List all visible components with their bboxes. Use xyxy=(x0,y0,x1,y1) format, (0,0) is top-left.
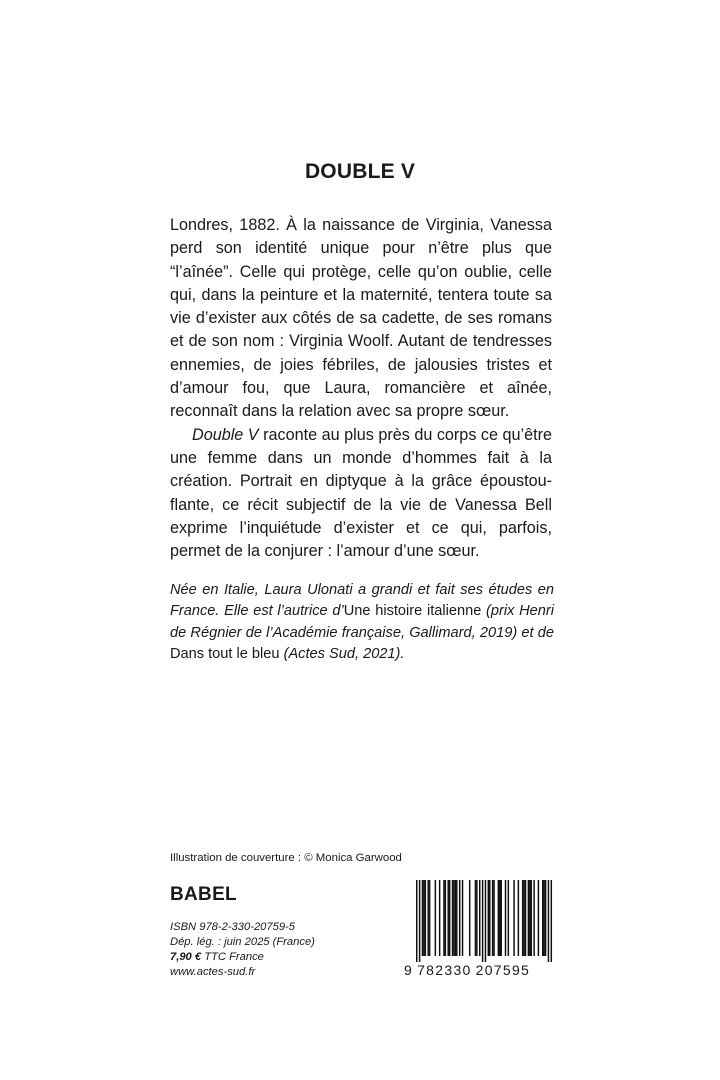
barcode-right-group: 207595 xyxy=(475,962,531,978)
barcode-bar xyxy=(493,880,494,956)
barcode-bar xyxy=(455,880,456,956)
barcode-left-group: 782330 xyxy=(417,962,472,978)
barcode-bar xyxy=(525,880,526,956)
blurb-book-title: Double V xyxy=(192,425,259,444)
price xyxy=(170,950,315,965)
barcode-bar xyxy=(443,880,444,956)
barcode-bar xyxy=(445,880,446,956)
barcode-bar xyxy=(416,880,417,962)
barcode-bar xyxy=(449,880,450,956)
barcode-bar xyxy=(529,880,530,956)
bio-book-1: Une histoire italienne xyxy=(343,603,482,620)
isbn: ISBN 978-2-330-20759-5 xyxy=(170,921,296,933)
barcode-bar xyxy=(548,880,549,962)
price-suffix: TTC France xyxy=(201,951,264,963)
barcode-bar xyxy=(479,880,480,956)
barcode-bar xyxy=(447,880,448,956)
barcode-bar xyxy=(459,880,460,956)
barcode-bar xyxy=(522,880,523,956)
barcode-bar xyxy=(427,880,428,956)
publication-info xyxy=(170,920,315,980)
barcode-bar xyxy=(482,880,483,962)
blurb xyxy=(170,214,552,563)
barcode-bar xyxy=(492,880,493,956)
barcode-bar xyxy=(505,880,506,956)
barcode-bar xyxy=(452,880,453,956)
barcode-bar xyxy=(435,880,436,956)
barcode-bar xyxy=(528,880,529,956)
barcode-bar xyxy=(485,880,486,962)
barcode-number xyxy=(404,962,554,978)
barcode-bar xyxy=(499,880,500,956)
barcode-bar xyxy=(533,880,534,956)
bio-text-1: Née en Italie, Laura Ulonati a grandi et fait ses études en France. Elle est l’autrice d’ xyxy=(170,582,554,620)
bio-text-3: (Actes Sud, 2021). xyxy=(279,646,405,663)
barcode-bar xyxy=(456,880,457,956)
barcode-bar xyxy=(531,880,532,956)
barcode-bar xyxy=(425,880,426,956)
barcode-bar xyxy=(551,880,552,962)
website: www.actes-sud.fr xyxy=(170,966,256,978)
barcode-bar xyxy=(488,880,489,956)
publisher-logo: BABEL xyxy=(170,884,237,905)
barcode-bar xyxy=(462,880,463,956)
barcode-bar xyxy=(500,880,501,956)
barcode-bar xyxy=(469,880,470,956)
barcode-bar xyxy=(545,880,546,956)
barcode-bar xyxy=(523,880,524,956)
barcode-bar xyxy=(423,880,424,956)
barcode-bar xyxy=(429,880,430,956)
barcode-bar xyxy=(489,880,490,956)
barcode-bar xyxy=(543,880,544,956)
barcode-first-digit: 9 xyxy=(404,962,414,978)
legal-deposit: Dép. lég. : juin 2025 (France) xyxy=(170,936,315,948)
barcode-bars xyxy=(404,880,554,962)
barcode-bar xyxy=(453,880,454,956)
bio-book-2: Dans tout le bleu xyxy=(170,646,280,663)
cover-credit: Illustration de couverture : © Monica Garwood xyxy=(170,852,402,864)
bio-text-2: (prix Henri de Régnier de l’Académie française, Gallimard, 2019) et de xyxy=(170,603,554,641)
price-value: 7,90 € xyxy=(170,951,202,963)
barcode-bar xyxy=(542,880,543,956)
book-title: DOUBLE V xyxy=(304,160,416,183)
blurb-paragraph-2-text: raconte au plus près du corps ce qu’être une femme dans un monde d’hommes fait à la création. Portrait en diptyque à la grâce époustouflante, ce récit subjectif de la vie de Vanessa Bell exprime l’inquiétude d’exister et ce qui, parfois, permet de la conjurer : l’amour d’une sœur. xyxy=(170,425,553,561)
barcode-bar xyxy=(518,880,519,956)
blurb-paragraph-2 xyxy=(170,424,552,564)
blurb-paragraph-1: Londres, 1882. À la naissance de Virginia, Vanessa perd son identité unique pour n’être plus que “l’aînée”. Celle qui protège, celle qu’on oublie, celle qui, dans la peinture et la maternité, tentera toute sa vie d’exister aux côtés de sa cadette, de ses romans et de son nom : Virginia Woolf. Autant de tendresses ennemies, de joies fébriles, de jalousies tristes et d’amour fou, que Laura, romancière et aînée, reconnaît dans la relation avec sa propre sœur. xyxy=(170,216,552,421)
barcode-bar xyxy=(422,880,423,956)
barcode-bar xyxy=(439,880,440,956)
barcode-bar xyxy=(419,880,420,962)
barcode-bar xyxy=(475,880,476,956)
barcode-bar xyxy=(498,880,499,956)
barcode-bar xyxy=(538,880,539,956)
barcode-bar xyxy=(513,880,514,956)
author-bio xyxy=(170,580,554,666)
barcode-bar xyxy=(508,880,509,956)
barcode-bar xyxy=(476,880,477,956)
